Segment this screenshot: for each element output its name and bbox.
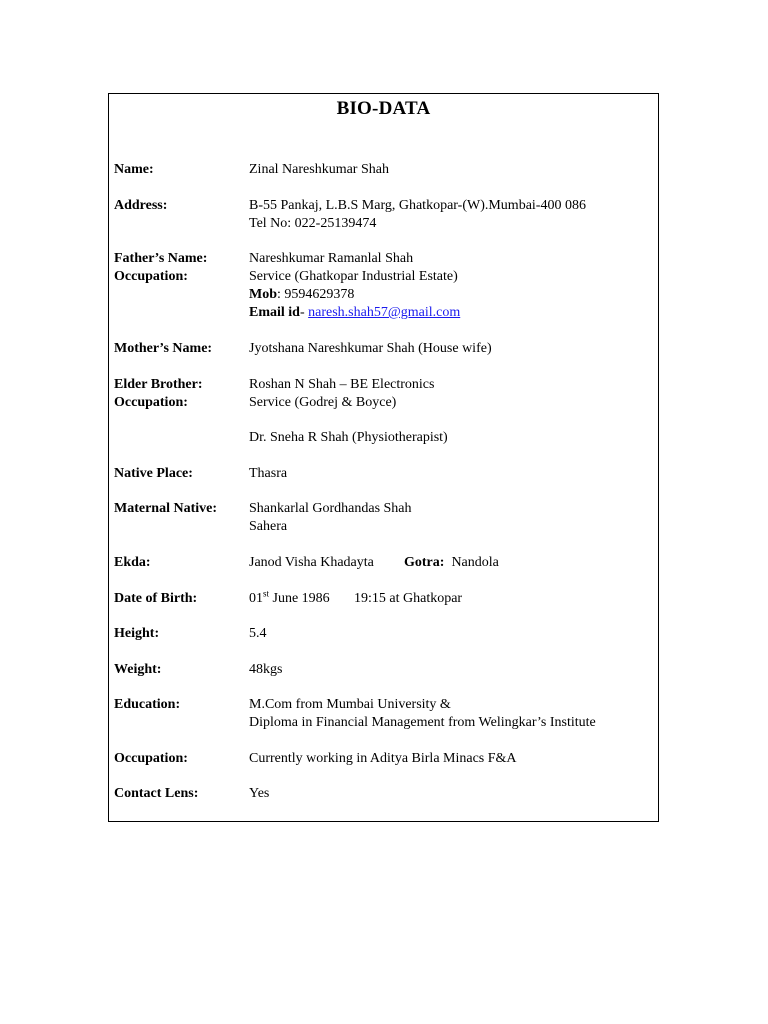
document-title: BIO-DATA: [336, 98, 431, 119]
father-occupation-label: Occupation:: [114, 269, 188, 284]
dob-value: [249, 588, 330, 607]
dob-day: 01: [249, 591, 263, 606]
ekda-label: Ekda:: [114, 555, 151, 570]
gotra-label: Gotra:: [404, 555, 445, 570]
brother-spouse: Dr. Sneha R Shah (Physiotherapist): [249, 430, 448, 445]
dob-time-place: 19:15 at Ghatkopar: [354, 591, 463, 606]
height-value: 5.4: [249, 626, 267, 641]
brother-occupation-label: Occupation:: [114, 395, 188, 410]
maternal-native-line2: Sahera: [249, 519, 288, 534]
name-label: Name:: [114, 162, 154, 177]
native-place-value: Thasra: [249, 466, 288, 481]
occupation-value: Currently working in Aditya Birla Minacs F&A: [249, 751, 517, 766]
contact-lens-label: Contact Lens:: [114, 786, 199, 801]
dob-suffix: st: [263, 588, 270, 599]
mobile-value: : 9594629378: [277, 287, 355, 302]
biodata-document: [108, 93, 659, 822]
maternal-native-line1: Shankarlal Gordhandas Shah: [249, 501, 412, 516]
education-line1: M.Com from Mumbai University &: [249, 697, 451, 712]
maternal-native-label: Maternal Native:: [114, 501, 218, 516]
education-label: Education:: [114, 697, 181, 712]
brother-value: Roshan N Shah – BE Electronics: [249, 377, 435, 392]
contact-lens-value: Yes: [249, 786, 270, 801]
weight-label: Weight:: [114, 662, 162, 677]
name-value: Zinal Nareshkumar Shah: [249, 162, 389, 177]
dob-month-year: June 1986: [269, 591, 330, 606]
father-name-label: Father’s Name:: [114, 251, 208, 266]
brother-occupation-value: Service (Godrej & Boyce): [249, 395, 397, 410]
mobile-label: Mob: [249, 287, 277, 302]
brother-label: Elder Brother:: [114, 377, 203, 392]
mother-name-label: Mother’s Name:: [114, 341, 213, 356]
father-occupation-value: Service (Ghatkopar Industrial Estate): [249, 269, 458, 284]
father-mobile: [249, 287, 354, 303]
email-label: Email id: [249, 305, 300, 320]
weight-value: 48kgs: [249, 662, 283, 677]
address-phone: Tel No: 022-25139474: [249, 216, 377, 231]
mother-name-value: Jyotshana Nareshkumar Shah (House wife): [249, 341, 492, 356]
email-separator: -: [299, 305, 309, 320]
dob-label: Date of Birth:: [114, 591, 198, 606]
height-label: Height:: [114, 626, 160, 641]
native-place-label: Native Place:: [114, 466, 193, 481]
ekda-value: Janod Visha Khadayta: [249, 555, 374, 570]
occupation-label: Occupation:: [114, 751, 188, 766]
education-line2: Diploma in Financial Management from Welingkar’s Institute: [249, 715, 596, 730]
email-link[interactable]: naresh.shah57@gmail.com: [308, 305, 461, 320]
address-line1: B-55 Pankaj, L.B.S Marg, Ghatkopar-(W).Mumbai-400 086: [249, 198, 586, 213]
father-name-value: Nareshkumar Ramanlal Shah: [249, 251, 414, 266]
gotra-value: Nandola: [451, 555, 499, 570]
address-label: Address:: [114, 198, 168, 213]
father-email: [249, 305, 460, 321]
gotra: [404, 555, 499, 571]
